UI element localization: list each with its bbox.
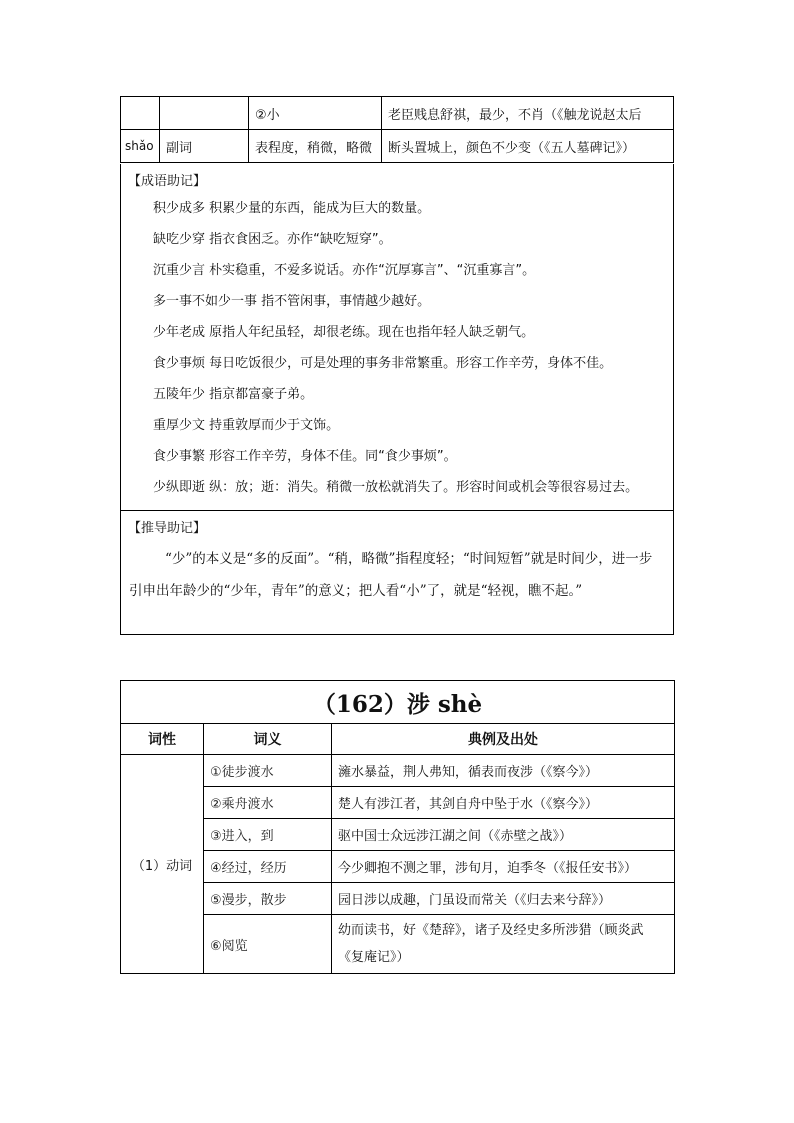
list-item: 积少成多 积累少量的东西，能成为巨大的数量。 bbox=[153, 201, 431, 216]
column-header: 词义 bbox=[204, 724, 332, 755]
entry-title: （162）涉 shè bbox=[121, 681, 675, 724]
list-item: 沉重少言 朴实稳重，不爱多说话。亦作“沉厚寡言”、“沉重寡言”。 bbox=[153, 263, 536, 278]
derive-text: “少”的本义是“多的反面”。“稍，略微”指程度轻；“时间短暂”就是时间少，进一步引申出年龄少的“少年，青年”的意义；把人看“小”了，就是“轻视，瞧不起。” bbox=[129, 551, 653, 599]
idiom-list bbox=[121, 190, 673, 503]
meaning-cell: 表程度，稍微，略微 bbox=[249, 130, 382, 163]
table-row bbox=[121, 97, 674, 130]
column-header: 词性 bbox=[121, 724, 204, 755]
list-item: 少年老成 原指人年纪虽轻，却很老练。现在也指年轻人缺乏朝气。 bbox=[153, 325, 535, 340]
table-row bbox=[121, 787, 675, 819]
list-item: 缺吃少穿 指衣食困乏。亦作“缺吃短穿”。 bbox=[153, 232, 392, 247]
example-cell: 幼而读书，好《楚辞》，诸子及经史多所涉猎（顾炎武《复庵记》） bbox=[332, 915, 675, 974]
list-item: 少纵即逝 纵：放；逝：消失。稍微一放松就消失了。形容时间或机会等很容易过去。 bbox=[153, 480, 639, 495]
meaning-cell: ②小 bbox=[249, 97, 382, 130]
pos-cell: 副词 bbox=[160, 130, 249, 163]
pos-cell bbox=[160, 97, 249, 130]
example-cell: 今少卿抱不测之罪，涉旬月，迫季冬（《报任安书》） bbox=[332, 851, 675, 883]
pinyin-cell bbox=[121, 97, 160, 130]
pos-cell: （1）动词 bbox=[121, 755, 204, 974]
example-cell: 驱中国士众远涉江湖之间（《赤壁之战》） bbox=[332, 819, 675, 851]
meaning-cell: ③进入，到 bbox=[204, 819, 332, 851]
derive-section bbox=[120, 510, 674, 635]
meaning-cell: ②乘舟渡水 bbox=[204, 787, 332, 819]
list-item: 五陵年少 指京都富豪子弟。 bbox=[153, 387, 314, 402]
meaning-cell: ④经过，经历 bbox=[204, 851, 332, 883]
table-row bbox=[121, 755, 675, 787]
definition-table-she bbox=[120, 680, 675, 974]
example-cell: 老臣贱息舒祺，最少，不肖（《触龙说赵太后 bbox=[382, 97, 674, 130]
table-header-row bbox=[121, 724, 675, 755]
table-row bbox=[121, 819, 675, 851]
example-cell: 楚人有涉江者，其剑自舟中坠于水（《察今》） bbox=[332, 787, 675, 819]
table-row bbox=[121, 851, 675, 883]
idiom-section bbox=[120, 164, 674, 511]
example-cell: 澭水暴益，荆人弗知，循表而夜涉（《察今》） bbox=[332, 755, 675, 787]
list-item: 重厚少文 持重敦厚而少于文饰。 bbox=[153, 418, 340, 433]
table-row bbox=[121, 915, 675, 974]
pinyin-cell: shǎo bbox=[121, 130, 160, 163]
meaning-cell: ①徒步渡水 bbox=[204, 755, 332, 787]
table-row bbox=[121, 883, 675, 915]
idiom-heading: 【成语助记】 bbox=[128, 174, 207, 189]
meaning-cell: ⑤漫步，散步 bbox=[204, 883, 332, 915]
list-item: 食少事繁 形容工作辛劳，身体不佳。同“食少事烦”。 bbox=[153, 449, 457, 464]
definition-table-shao bbox=[120, 96, 674, 163]
list-item: 多一事不如少一事 指不管闲事，事情越少越好。 bbox=[153, 294, 431, 309]
derive-heading: 【推导助记】 bbox=[128, 521, 207, 536]
table-row bbox=[121, 130, 674, 163]
meaning-cell: ⑥阅览 bbox=[204, 915, 332, 974]
list-item: 食少事烦 每日吃饭很少，可是处理的事务非常繁重。形容工作辛劳，身体不佳。 bbox=[153, 356, 613, 371]
example-cell: 园日涉以成趣，门虽设而常关（《归去来兮辞》） bbox=[332, 883, 675, 915]
example-cell: 断头置城上，颜色不少变（《五人墓碑记》） bbox=[382, 130, 674, 163]
column-header: 典例及出处 bbox=[332, 724, 675, 755]
